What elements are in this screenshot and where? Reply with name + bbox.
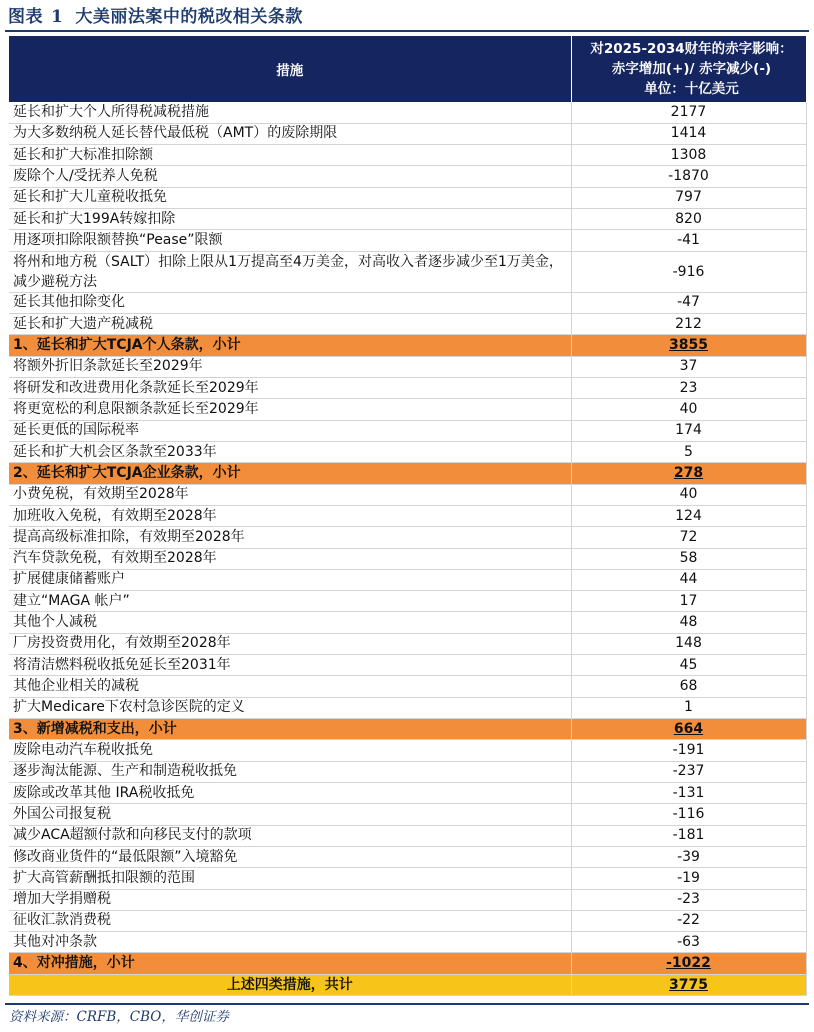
measure-name: 延长和扩大标准扣除额 — [9, 145, 571, 166]
deficit-impact-value: 48 — [571, 612, 806, 633]
deficit-impact-value: -47 — [571, 292, 806, 313]
source-note: 资料来源：CRFB，CBO，华创证券 — [5, 1003, 809, 1029]
measure-name: 汽车贷款免税，有效期至2028年 — [9, 548, 571, 569]
table-row — [9, 145, 806, 166]
subtotal-row — [9, 463, 806, 485]
deficit-impact-value: -19 — [571, 868, 806, 889]
table-row — [9, 868, 806, 889]
table-row — [9, 527, 806, 548]
measure-name: 为大多数纳税人延长替代最低税（AMT）的废除期限 — [9, 123, 571, 144]
deficit-impact-value: 278 — [571, 463, 806, 485]
table-body — [9, 102, 806, 996]
measure-name: 将更宽松的利息限额条款延长至2029年 — [9, 399, 571, 420]
table-row — [9, 612, 806, 633]
table-row — [9, 932, 806, 953]
table-row — [9, 505, 806, 526]
measure-name: 将清洁燃料税收抵免延长至2031年 — [9, 655, 571, 676]
measure-name: 厂房投资费用化，有效期至2028年 — [9, 633, 571, 654]
table-header-row — [9, 36, 806, 102]
deficit-impact-value: 174 — [571, 420, 806, 441]
table-row — [9, 102, 806, 123]
table-row — [9, 377, 806, 398]
measure-name: 延长和扩大儿童税收抵免 — [9, 187, 571, 208]
table-row — [9, 655, 806, 676]
measure-name: 增加大学捐赠税 — [9, 889, 571, 910]
deficit-impact-value: 68 — [571, 676, 806, 697]
subtotal-row — [9, 718, 806, 740]
deficit-impact-value: 1414 — [571, 123, 806, 144]
table-row — [9, 399, 806, 420]
table-row — [9, 187, 806, 208]
measure-name: 加班收入免税，有效期至2028年 — [9, 505, 571, 526]
deficit-impact-value: 1308 — [571, 145, 806, 166]
measure-name: 延长和扩大机会区条款至2033年 — [9, 441, 571, 462]
table-row — [9, 676, 806, 697]
measure-name: 用逐项扣除限额替换“Pease”限额 — [9, 230, 571, 251]
measure-name: 延长和扩大199A转嫁扣除 — [9, 208, 571, 229]
deficit-impact-value: -181 — [571, 825, 806, 846]
measure-name: 上述四类措施，共计 — [9, 974, 571, 996]
measure-name: 外国公司报复税 — [9, 804, 571, 825]
deficit-impact-value: -116 — [571, 804, 806, 825]
measure-name: 延长其他扣除变化 — [9, 292, 571, 313]
measure-name: 4、对冲措施，小计 — [9, 953, 571, 975]
deficit-impact-value: -39 — [571, 846, 806, 867]
table-row — [9, 208, 806, 229]
measure-name: 逐步淘汰能源、生产和制造税收抵免 — [9, 761, 571, 782]
measure-name: 废除电动汽车税收抵免 — [9, 740, 571, 761]
deficit-impact-value: 820 — [571, 208, 806, 229]
table-row — [9, 166, 806, 187]
table-row — [9, 569, 806, 590]
deficit-impact-value: 148 — [571, 633, 806, 654]
table-row — [9, 633, 806, 654]
measure-name: 将额外折旧条款延长至2029年 — [9, 356, 571, 377]
measure-name: 扩大高管薪酬抵扣限额的范围 — [9, 868, 571, 889]
header-impact-line2: 赤字增加(+)/ 赤字减少(-) — [611, 61, 772, 77]
deficit-impact-value: 40 — [571, 484, 806, 505]
table-row — [9, 251, 806, 292]
subtotal-row — [9, 953, 806, 975]
measure-name: 延长和扩大个人所得税减税措施 — [9, 102, 571, 123]
table-row — [9, 825, 806, 846]
measure-name: 扩展健康储蓄账户 — [9, 569, 571, 590]
deficit-impact-value: 5 — [571, 441, 806, 462]
measure-name: 1、延长和扩大TCJA个人条款，小计 — [9, 335, 571, 357]
deficit-impact-value: 3775 — [571, 974, 806, 996]
measure-name: 延长更低的国际税率 — [9, 420, 571, 441]
header-impact-line1: 对2025-2034财年的赤字影响： — [590, 41, 793, 57]
grand-total-row — [9, 974, 806, 996]
deficit-impact-value: 17 — [571, 591, 806, 612]
deficit-impact-value: 124 — [571, 505, 806, 526]
measure-name: 建立“MAGA 帐户” — [9, 591, 571, 612]
deficit-impact-value: 797 — [571, 187, 806, 208]
deficit-impact-value: 40 — [571, 399, 806, 420]
title-label: 图表 — [8, 7, 43, 27]
deficit-impact-value: -237 — [571, 761, 806, 782]
table-row — [9, 356, 806, 377]
deficit-impact-value: 72 — [571, 527, 806, 548]
deficit-impact-value: 23 — [571, 377, 806, 398]
measure-name: 废除个人/受抚养人免税 — [9, 166, 571, 187]
deficit-impact-value: -23 — [571, 889, 806, 910]
table-row — [9, 846, 806, 867]
table-row — [9, 230, 806, 251]
deficit-impact-value: -22 — [571, 910, 806, 931]
table-row — [9, 292, 806, 313]
deficit-impact-value: -1022 — [571, 953, 806, 975]
deficit-impact-value: -191 — [571, 740, 806, 761]
table-row — [9, 740, 806, 761]
deficit-impact-value: -916 — [571, 251, 806, 292]
measure-name: 其他对冲条款 — [9, 932, 571, 953]
header-impact-line3: 单位：十亿美元 — [644, 81, 739, 97]
deficit-impact-value: -1870 — [571, 166, 806, 187]
measure-name: 将研发和改进费用化条款延长至2029年 — [9, 377, 571, 398]
measure-name: 2、延长和扩大TCJA企业条款，小计 — [9, 463, 571, 485]
measure-name: 小费免税，有效期至2028年 — [9, 484, 571, 505]
table-row — [9, 783, 806, 804]
table-row — [9, 910, 806, 931]
subtotal-row — [9, 335, 806, 357]
deficit-impact-value: -131 — [571, 783, 806, 804]
chart-title — [5, 4, 809, 32]
tax-measures-table — [9, 36, 807, 996]
table-row — [9, 889, 806, 910]
measure-name: 将州和地方税（SALT）扣除上限从1万提高至4万美金，对高收入者逐步减少至1万美金，减少避税方法 — [9, 251, 571, 292]
measure-name: 征收汇款消费税 — [9, 910, 571, 931]
deficit-impact-value: 1 — [571, 697, 806, 718]
deficit-impact-value: 664 — [571, 718, 806, 740]
table-row — [9, 441, 806, 462]
title-text: 大美丽法案中的税改相关条款 — [75, 7, 303, 27]
table-row — [9, 548, 806, 569]
measure-name: 其他个人减税 — [9, 612, 571, 633]
measure-name: 3、新增减税和支出，小计 — [9, 718, 571, 740]
table-row — [9, 420, 806, 441]
measure-name: 延长和扩大遗产税减税 — [9, 313, 571, 334]
table-row — [9, 591, 806, 612]
deficit-impact-value: 2177 — [571, 102, 806, 123]
measure-name: 其他企业相关的减税 — [9, 676, 571, 697]
table-row — [9, 484, 806, 505]
deficit-impact-value: -63 — [571, 932, 806, 953]
measure-name: 修改商业货件的“最低限额”入境豁免 — [9, 846, 571, 867]
deficit-impact-value: 58 — [571, 548, 806, 569]
deficit-impact-value: 212 — [571, 313, 806, 334]
deficit-impact-value: -41 — [571, 230, 806, 251]
deficit-impact-value: 44 — [571, 569, 806, 590]
measure-name: 提高高级标准扣除，有效期至2028年 — [9, 527, 571, 548]
measure-name: 废除或改革其他 IRA税收抵免 — [9, 783, 571, 804]
table-row — [9, 804, 806, 825]
table-row — [9, 313, 806, 334]
table-row — [9, 761, 806, 782]
table-row — [9, 123, 806, 144]
deficit-impact-value: 45 — [571, 655, 806, 676]
header-measures: 措施 — [9, 36, 571, 102]
header-impact — [571, 36, 806, 102]
measure-name: 减少ACA超额付款和向移民支付的款项 — [9, 825, 571, 846]
measure-name: 扩大Medicare下农村急诊医院的定义 — [9, 697, 571, 718]
title-number: 1 — [51, 7, 64, 27]
deficit-impact-value: 37 — [571, 356, 806, 377]
deficit-impact-value: 3855 — [571, 335, 806, 357]
table-row — [9, 697, 806, 718]
